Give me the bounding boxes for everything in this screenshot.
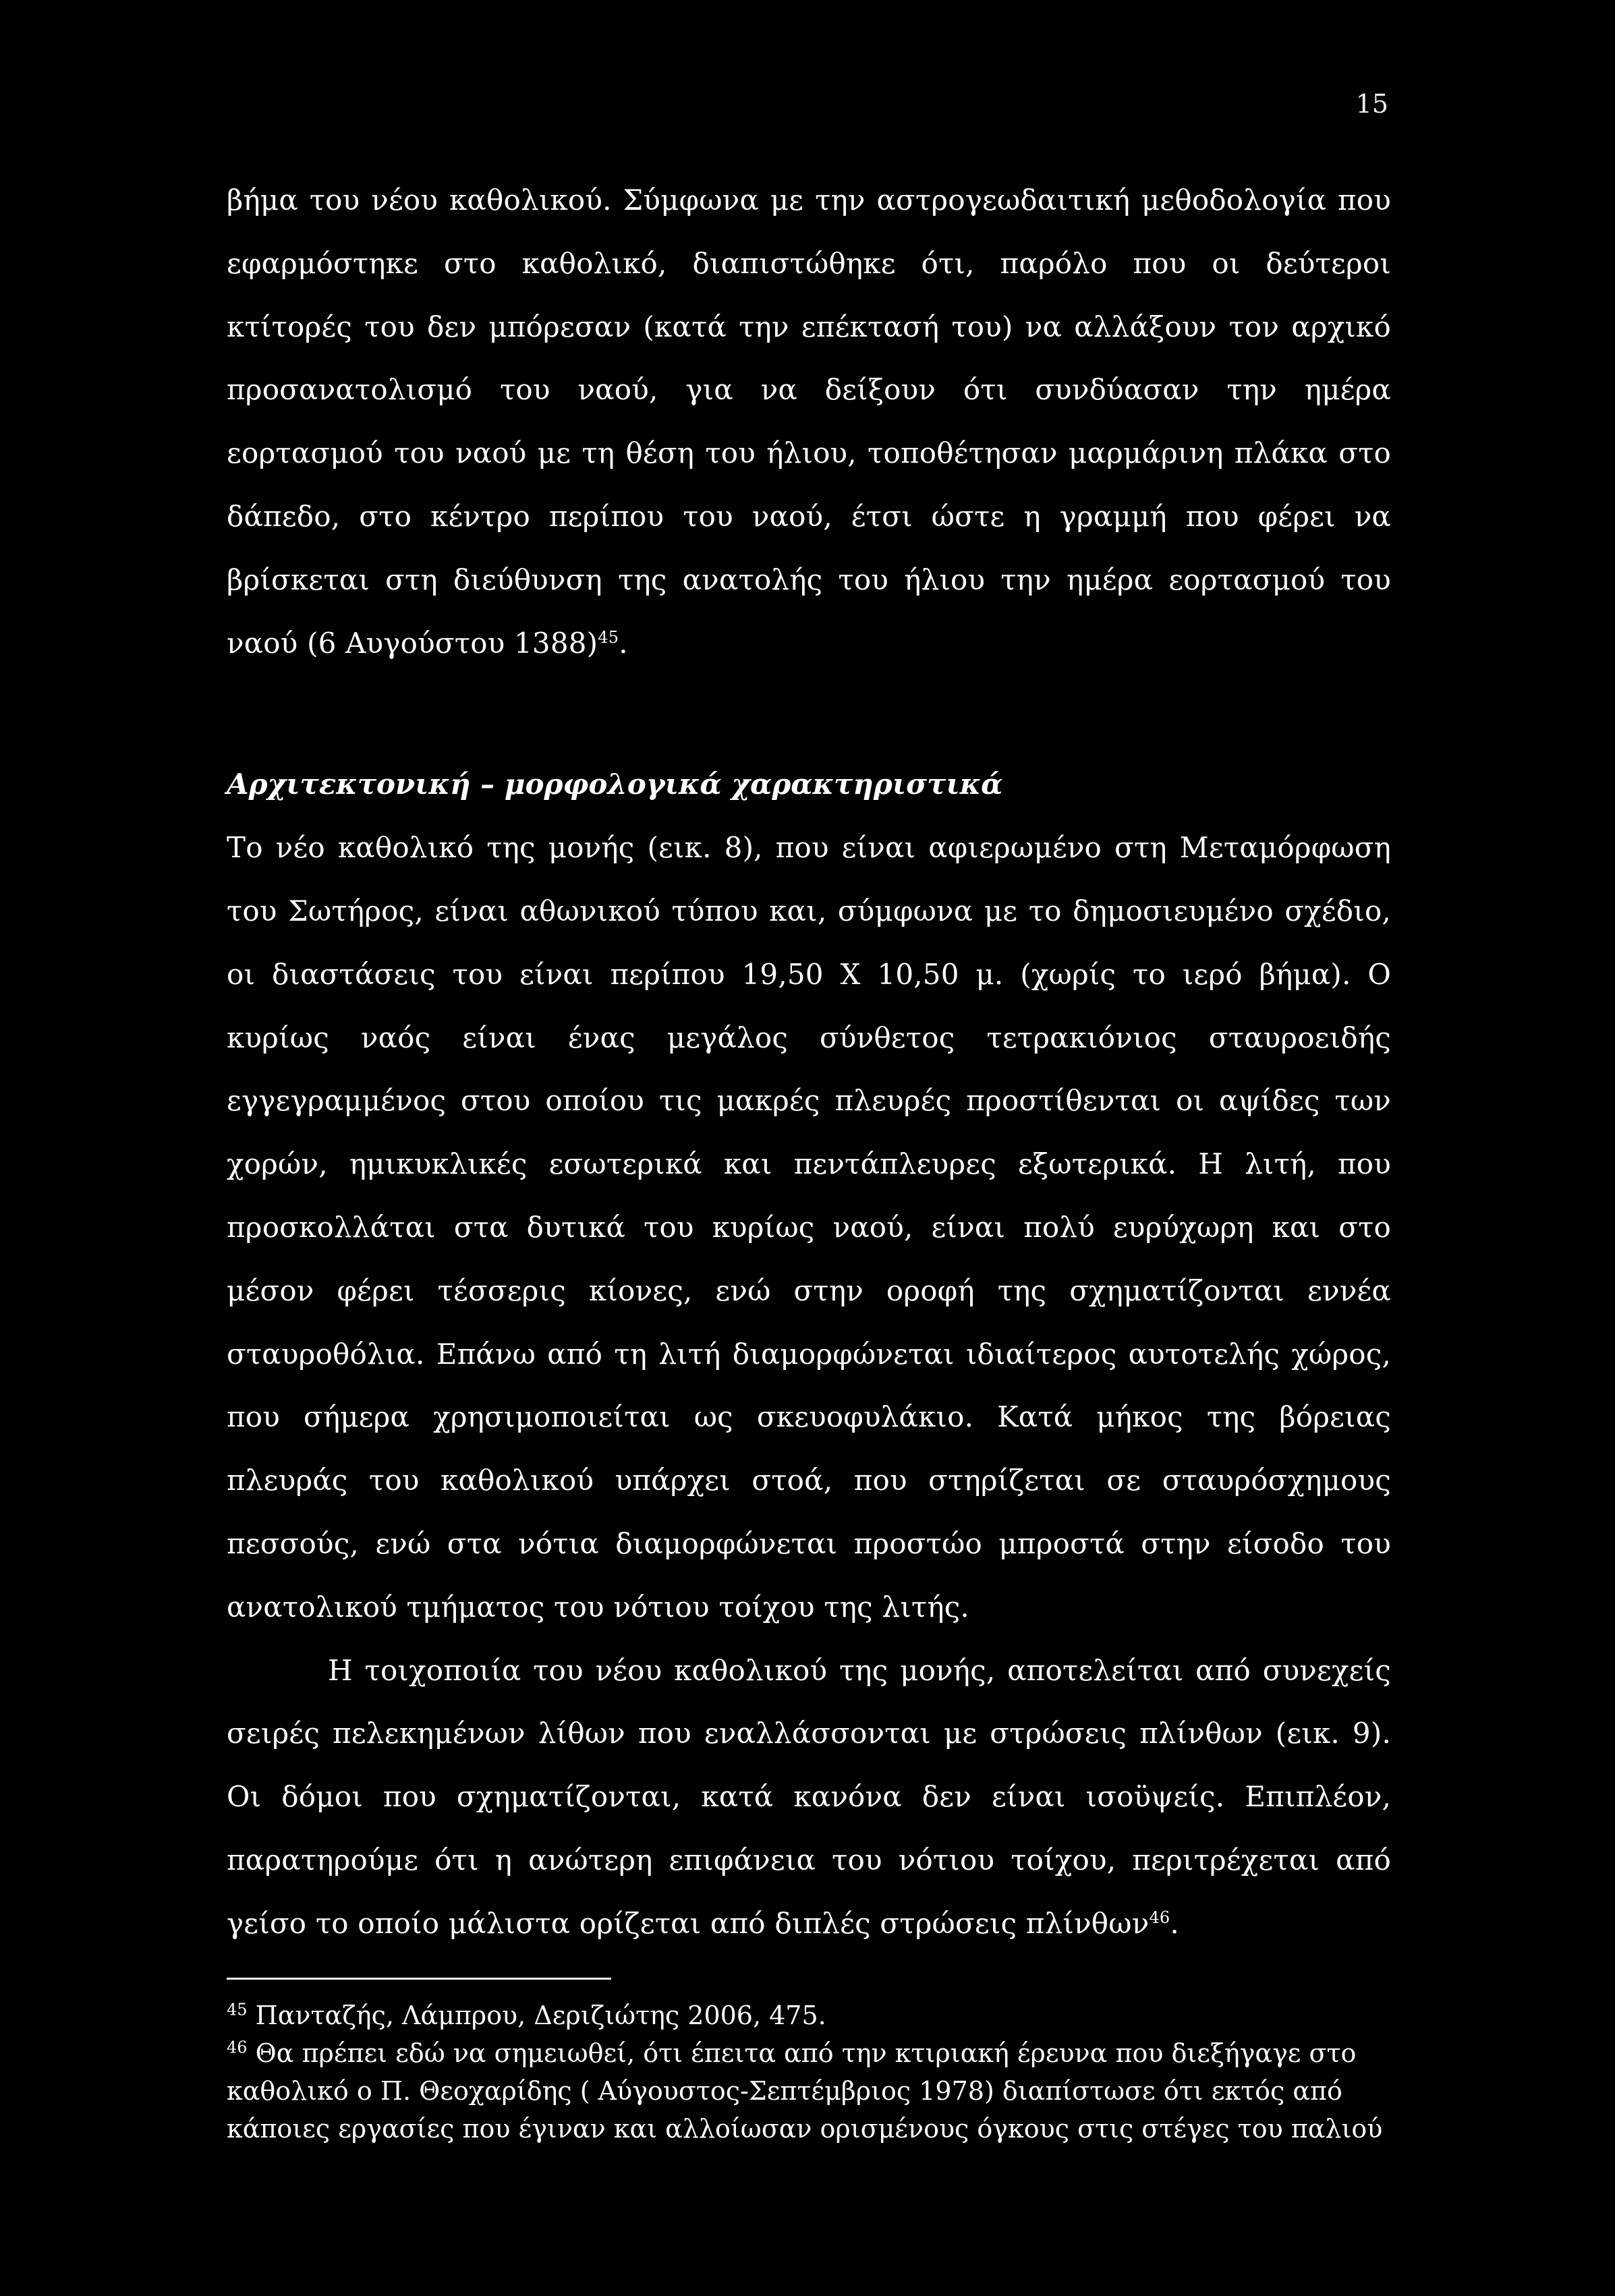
paragraph-masonry (227, 1639, 1391, 1955)
paragraph-text: Το νέο καθολικό της μονής (εικ. 8), που είναι αφιερωμένο στη Μεταμόρφωση του Σωτήρος, είναι αθωνικού τύπου και, σύμφωνα με το δημοσιευμένο σχέδιο, οι διαστάσεις του είναι περίπου 19,50 Χ 10,50 μ. (χωρίς το ιερό βήμα). Ο κυρίως ναός είναι ένας μεγάλος σύνθετος τετρακιόνιος σταυροειδής εγγεγραμμένος στου οποίου τις μακρές πλευρές προστίθενται οι αψίδες των χορών, ημικυκλικές εσωτερικά και πεντάπλευρες εξωτερικά. Η λιτή, που προσκολλάται στα δυτικά του κυρίως ναού, είναι πολύ ευρύχωρη και στο μέσον φέρει τέσσερις κίονες, ενώ στην οροφή της σχηματίζονται εννέα σταυροθόλια. Επάνω από τη λιτή διαμορφώνεται ιδιαίτερος αυτοτελής χώρος, που σήμερα χρησιμοποιείται ως σκευοφυλάκιο. Κατά μήκος της βόρειας πλευράς του καθολικού υπάρχει στοά, που στηρίζεται σε σταυρόσχημους πεσσούς, ενώ στα νότια διαμορφώνεται προστώο μπροστά στην είσοδο του ανατολικού τμήματος του νότιου τοίχου της λιτής. (227, 831, 1391, 1624)
paragraph-text: βήμα του νέου καθολικού. Σύμφωνα με την αστρογεωδαιτική μεθοδολογία που εφαρμόστηκε στο καθολικό, διαπιστώθηκε ότι, παρόλο που οι δεύτεροι κτίτορές του δεν μπόρεσαν (κατά την επέκτασή του) να αλλάξουν τον αρχικό προσανατολισμό του ναού, για να δείξουν ότι συνδύασαν την ημέρα εορτασμού του ναού με τη θέση του ήλιου, τοποθέτησαν μαρμάρινη πλάκα στο δάπεδο, στο κέντρο περίπου του ναού, έτσι ώστε η γραμμή που φέρει να βρίσκεται στη διεύθυνση της ανατολής του ήλιου την ημέρα εορτασμού του ναού (6 Αυγούστου 1388) (227, 183, 1391, 660)
page-number: 15 (1355, 89, 1388, 119)
footnote-45 (227, 1997, 1391, 2034)
footnote-46 (227, 2034, 1391, 2148)
footnote-text: Πανταζής, Λάμπρου, Δεριζιώτης 2006, 475. (247, 2001, 826, 2030)
footnote-ref-45[interactable]: 45 (598, 627, 619, 647)
main-text (227, 169, 1391, 1955)
paragraph-architecture (227, 816, 1391, 1638)
footnote-number: 45 (227, 2000, 248, 2019)
section-heading: Αρχιτεκτονική – μορφολογικά χαρακτηριστικά (227, 768, 1003, 801)
footnote-separator (227, 1978, 611, 1980)
footnote-ref-46[interactable]: 46 (1149, 1907, 1170, 1927)
paragraph-tail: . (619, 626, 628, 660)
footnote-number: 46 (227, 2038, 248, 2057)
footnote-text: Θα πρέπει εδώ να σημειωθεί, ότι έπειτα από την κτιριακή έρευνα που διεξήγαγε στο καθολικό ο Π. Θεοχαρίδης ( Αύγουστος-Σεπτέμβριος 1978) διαπίστωσε ότι εκτός από κάποιες εργασίες που έγιναν και αλλοίωσαν ορισμένους όγκους στις στέγες του παλιού (227, 2038, 1383, 2144)
paragraph-text: Η τοιχοποιία του νέου καθολικού της μονής, αποτελείται από συνεχείς σειρές πελεκημένων λίθων που εναλλάσσονται με στρώσεις πλίνθων (εικ. 9). Οι δόμοι που σχηματίζονται, κατά κανόνα δεν είναι ισοϋψείς. Επιπλέον, παρατηρούμε ότι η ανώτερη επιφάνεια του νότιου τοίχου, περιτρέχεται από γείσο το οποίο μάλιστα ορίζεται από διπλές στρώσεις πλίνθων (227, 1653, 1391, 1940)
footnotes (227, 1997, 1391, 2148)
paragraph-tail: . (1170, 1906, 1179, 1940)
paragraph-intro (227, 169, 1391, 675)
